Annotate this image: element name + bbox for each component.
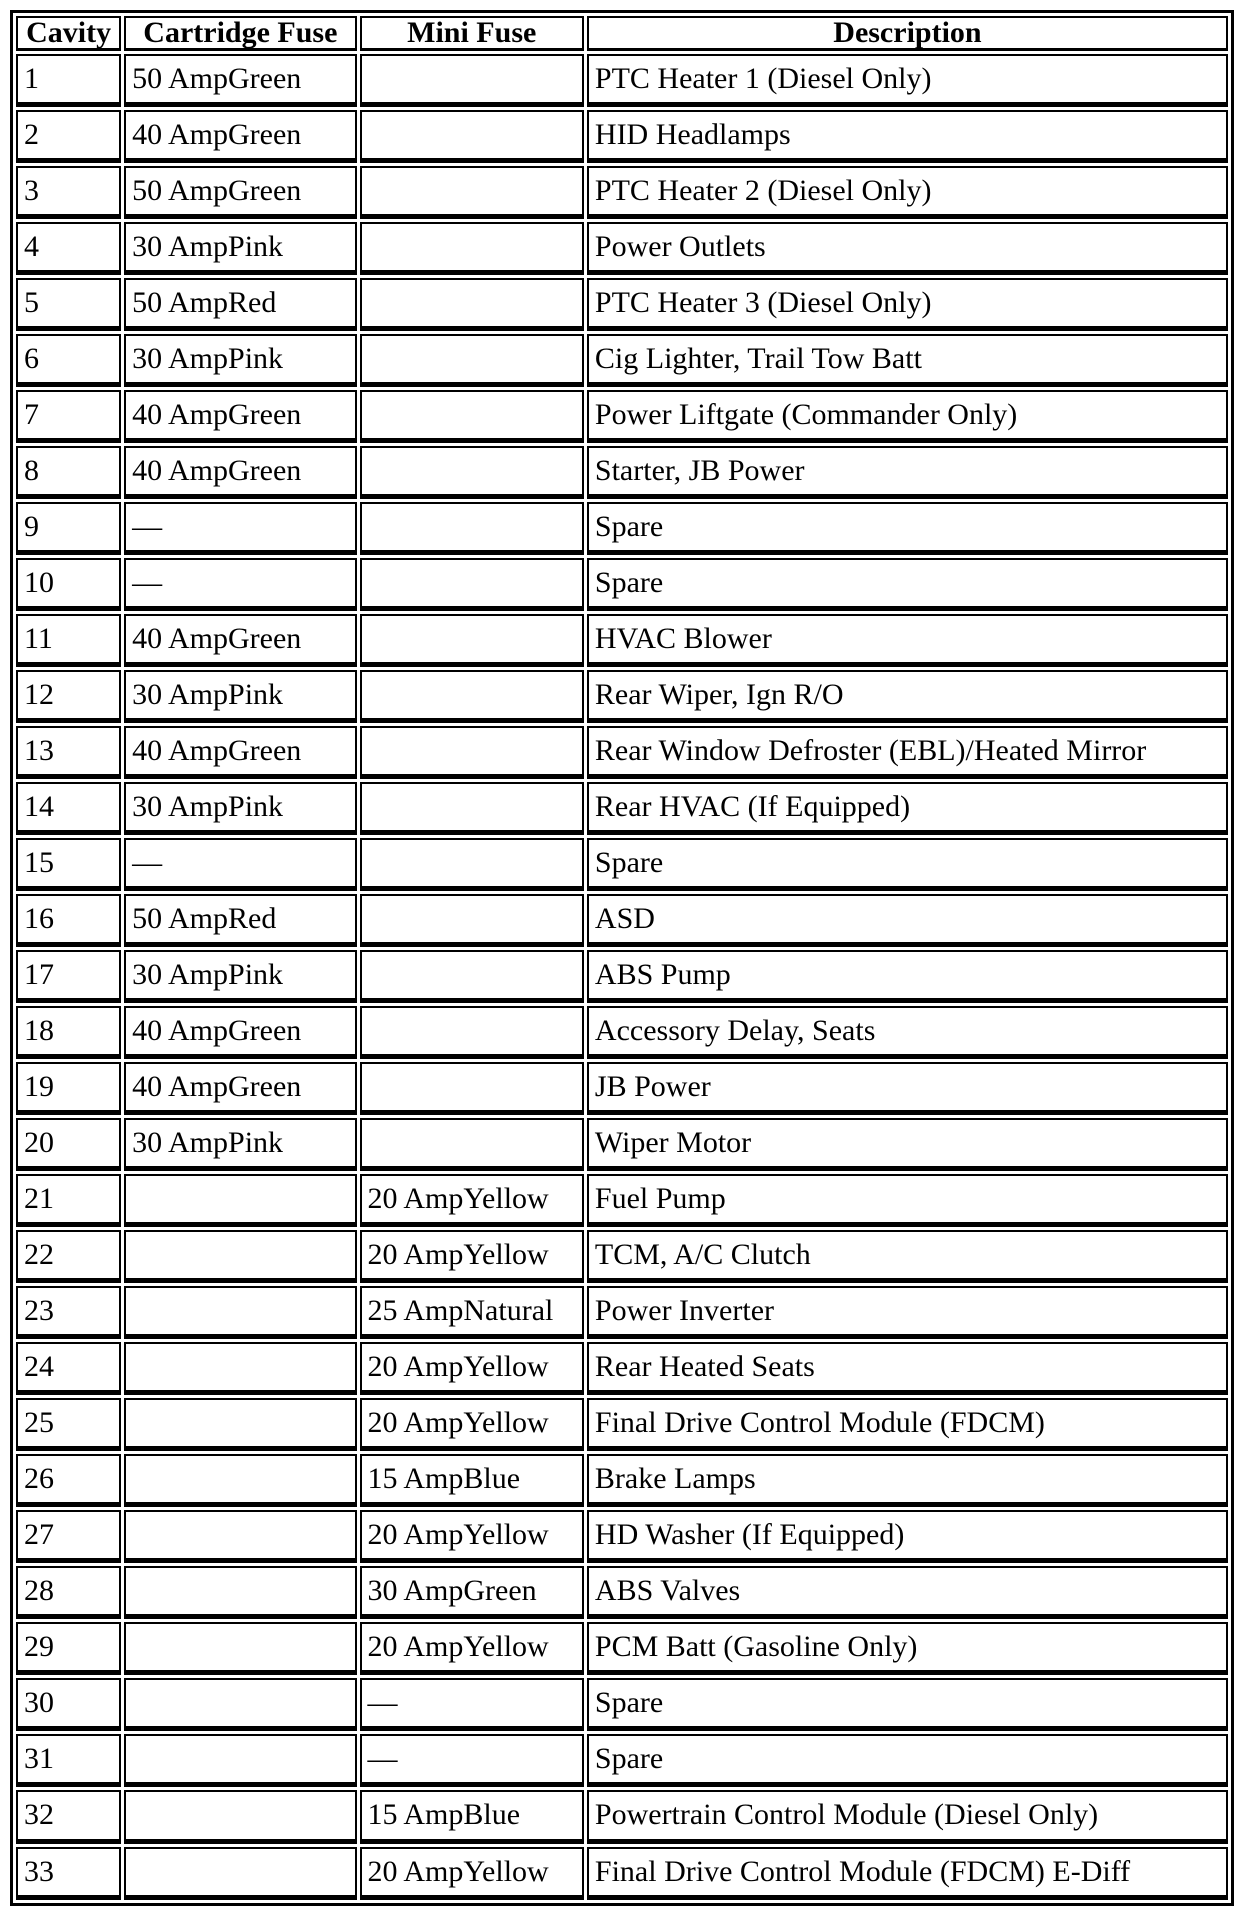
cavity-cell: 29	[16, 1622, 121, 1675]
cartridge-fuse-cell: 50 AmpGreen	[124, 166, 356, 219]
description-cell: HD Washer (If Equipped)	[587, 1510, 1228, 1563]
mini-fuse-cell: 20 AmpYellow	[360, 1847, 584, 1901]
cartridge-fuse-cell	[124, 1454, 356, 1507]
mini-fuse-cell	[360, 950, 584, 1003]
table-row	[16, 950, 1228, 1003]
mini-fuse-cell	[360, 54, 584, 107]
header-cavity: Cavity	[16, 16, 121, 51]
cavity-cell: 22	[16, 1230, 121, 1283]
mini-fuse-cell: 15 AmpBlue	[360, 1790, 584, 1843]
table-row	[16, 1622, 1228, 1675]
table-row	[16, 894, 1228, 947]
cavity-cell: 18	[16, 1006, 121, 1059]
mini-fuse-cell	[360, 1118, 584, 1171]
cartridge-fuse-cell: 30 AmpPink	[124, 782, 356, 835]
mini-fuse-cell: 25 AmpNatural	[360, 1286, 584, 1339]
cartridge-fuse-cell: 40 AmpGreen	[124, 110, 356, 163]
cavity-cell: 9	[16, 502, 121, 555]
mini-fuse-cell: 20 AmpYellow	[360, 1174, 584, 1227]
cartridge-fuse-cell	[124, 1286, 356, 1339]
mini-fuse-cell: 20 AmpYellow	[360, 1230, 584, 1283]
cavity-cell: 30	[16, 1678, 121, 1731]
table-row	[16, 390, 1228, 443]
description-cell: Final Drive Control Module (FDCM) E-Diff	[587, 1847, 1228, 1901]
mini-fuse-cell	[360, 558, 584, 611]
mini-fuse-cell	[360, 166, 584, 219]
mini-fuse-cell	[360, 278, 584, 331]
mini-fuse-cell: 20 AmpYellow	[360, 1510, 584, 1563]
cavity-cell: 17	[16, 950, 121, 1003]
mini-fuse-cell	[360, 502, 584, 555]
cartridge-fuse-cell	[124, 1734, 356, 1787]
description-cell: Accessory Delay, Seats	[587, 1006, 1228, 1059]
mini-fuse-cell	[360, 614, 584, 667]
mini-fuse-cell	[360, 894, 584, 947]
table-row	[16, 782, 1228, 835]
description-cell: HVAC Blower	[587, 614, 1228, 667]
cartridge-fuse-cell: 40 AmpGreen	[124, 614, 356, 667]
table-row	[16, 1398, 1228, 1451]
cartridge-fuse-cell	[124, 1398, 356, 1451]
header-row	[16, 16, 1228, 51]
cavity-cell: 4	[16, 222, 121, 275]
table-row	[16, 1230, 1228, 1283]
cartridge-fuse-cell: 40 AmpGreen	[124, 390, 356, 443]
cartridge-fuse-cell: 30 AmpPink	[124, 222, 356, 275]
cavity-cell: 31	[16, 1734, 121, 1787]
mini-fuse-cell	[360, 782, 584, 835]
description-cell: ABS Valves	[587, 1566, 1228, 1619]
description-cell: PCM Batt (Gasoline Only)	[587, 1622, 1228, 1675]
description-cell: Powertrain Control Module (Diesel Only)	[587, 1790, 1228, 1843]
description-cell: ASD	[587, 894, 1228, 947]
cartridge-fuse-cell: —	[124, 558, 356, 611]
cavity-cell: 1	[16, 54, 121, 107]
description-cell: Rear Heated Seats	[587, 1342, 1228, 1395]
cavity-cell: 10	[16, 558, 121, 611]
cavity-cell: 20	[16, 1118, 121, 1171]
description-cell: Rear Window Defroster (EBL)/Heated Mirror	[587, 726, 1228, 779]
mini-fuse-cell	[360, 670, 584, 723]
table-row	[16, 614, 1228, 667]
mini-fuse-cell	[360, 446, 584, 499]
cartridge-fuse-cell: 40 AmpGreen	[124, 446, 356, 499]
cavity-cell: 6	[16, 334, 121, 387]
mini-fuse-cell	[360, 222, 584, 275]
cartridge-fuse-cell: 40 AmpGreen	[124, 726, 356, 779]
description-cell: Fuel Pump	[587, 1174, 1228, 1227]
table-row	[16, 278, 1228, 331]
cartridge-fuse-cell: 50 AmpRed	[124, 278, 356, 331]
description-cell: Rear Wiper, Ign R/O	[587, 670, 1228, 723]
description-cell: Rear HVAC (If Equipped)	[587, 782, 1228, 835]
cavity-cell: 19	[16, 1062, 121, 1115]
cartridge-fuse-cell: 40 AmpGreen	[124, 1062, 356, 1115]
description-cell: Cig Lighter, Trail Tow Batt	[587, 334, 1228, 387]
table-row	[16, 1174, 1228, 1227]
description-cell: Starter, JB Power	[587, 446, 1228, 499]
cavity-cell: 25	[16, 1398, 121, 1451]
mini-fuse-cell	[360, 1006, 584, 1059]
cavity-cell: 24	[16, 1342, 121, 1395]
mini-fuse-cell: 20 AmpYellow	[360, 1398, 584, 1451]
table-row	[16, 1734, 1228, 1787]
description-cell: Power Outlets	[587, 222, 1228, 275]
cavity-cell: 33	[16, 1847, 121, 1901]
header-cartridge-fuse: Cartridge Fuse	[124, 16, 356, 51]
description-cell: Power Inverter	[587, 1286, 1228, 1339]
cartridge-fuse-cell: 50 AmpGreen	[124, 54, 356, 107]
cartridge-fuse-cell: 30 AmpPink	[124, 670, 356, 723]
table-row	[16, 1062, 1228, 1115]
table-row	[16, 1286, 1228, 1339]
mini-fuse-cell	[360, 1062, 584, 1115]
description-cell: ABS Pump	[587, 950, 1228, 1003]
table-row	[16, 1006, 1228, 1059]
cavity-cell: 11	[16, 614, 121, 667]
table-row	[16, 1118, 1228, 1171]
table-row	[16, 1790, 1228, 1843]
cartridge-fuse-cell: —	[124, 502, 356, 555]
description-cell: Spare	[587, 1678, 1228, 1731]
table-row	[16, 838, 1228, 891]
table-row	[16, 446, 1228, 499]
cavity-cell: 16	[16, 894, 121, 947]
table-row	[16, 1847, 1228, 1901]
cavity-cell: 2	[16, 110, 121, 163]
description-cell: Wiper Motor	[587, 1118, 1228, 1171]
header-mini-fuse: Mini Fuse	[360, 16, 584, 51]
cartridge-fuse-cell	[124, 1230, 356, 1283]
header-description: Description	[587, 16, 1228, 51]
cartridge-fuse-cell: 30 AmpPink	[124, 1118, 356, 1171]
table-row	[16, 502, 1228, 555]
description-cell: HID Headlamps	[587, 110, 1228, 163]
cartridge-fuse-cell	[124, 1790, 356, 1843]
table-row	[16, 166, 1228, 219]
description-cell: Spare	[587, 838, 1228, 891]
cartridge-fuse-cell: 30 AmpPink	[124, 950, 356, 1003]
cavity-cell: 15	[16, 838, 121, 891]
description-cell: Spare	[587, 1734, 1228, 1787]
table-row	[16, 1454, 1228, 1507]
cavity-cell: 23	[16, 1286, 121, 1339]
cavity-cell: 13	[16, 726, 121, 779]
table-row	[16, 1342, 1228, 1395]
mini-fuse-cell: —	[360, 1678, 584, 1731]
description-cell: TCM, A/C Clutch	[587, 1230, 1228, 1283]
table-row	[16, 334, 1228, 387]
cavity-cell: 27	[16, 1510, 121, 1563]
mini-fuse-cell: —	[360, 1734, 584, 1787]
cartridge-fuse-cell: 50 AmpRed	[124, 894, 356, 947]
cavity-cell: 32	[16, 1790, 121, 1843]
fuse-table	[10, 10, 1234, 1906]
cavity-cell: 5	[16, 278, 121, 331]
cartridge-fuse-cell	[124, 1510, 356, 1563]
mini-fuse-cell: 30 AmpGreen	[360, 1566, 584, 1619]
cavity-cell: 26	[16, 1454, 121, 1507]
description-cell: JB Power	[587, 1062, 1228, 1115]
cartridge-fuse-cell	[124, 1678, 356, 1731]
table-row	[16, 558, 1228, 611]
cartridge-fuse-cell	[124, 1847, 356, 1901]
mini-fuse-cell	[360, 838, 584, 891]
description-cell: Brake Lamps	[587, 1454, 1228, 1507]
cavity-cell: 8	[16, 446, 121, 499]
description-cell: Spare	[587, 558, 1228, 611]
mini-fuse-cell	[360, 726, 584, 779]
table-row	[16, 670, 1228, 723]
table-row	[16, 54, 1228, 107]
cavity-cell: 28	[16, 1566, 121, 1619]
cartridge-fuse-cell	[124, 1622, 356, 1675]
cavity-cell: 14	[16, 782, 121, 835]
cartridge-fuse-cell	[124, 1342, 356, 1395]
description-cell: Spare	[587, 502, 1228, 555]
mini-fuse-cell: 20 AmpYellow	[360, 1622, 584, 1675]
description-cell: PTC Heater 2 (Diesel Only)	[587, 166, 1228, 219]
description-cell: Final Drive Control Module (FDCM)	[587, 1398, 1228, 1451]
description-cell: Power Liftgate (Commander Only)	[587, 390, 1228, 443]
cavity-cell: 7	[16, 390, 121, 443]
cartridge-fuse-cell	[124, 1566, 356, 1619]
cavity-cell: 12	[16, 670, 121, 723]
mini-fuse-cell	[360, 110, 584, 163]
cartridge-fuse-cell: 30 AmpPink	[124, 334, 356, 387]
mini-fuse-cell	[360, 390, 584, 443]
mini-fuse-cell: 15 AmpBlue	[360, 1454, 584, 1507]
table-row	[16, 1678, 1228, 1731]
description-cell: PTC Heater 3 (Diesel Only)	[587, 278, 1228, 331]
mini-fuse-cell: 20 AmpYellow	[360, 1342, 584, 1395]
cartridge-fuse-cell: 40 AmpGreen	[124, 1006, 356, 1059]
table-row	[16, 110, 1228, 163]
mini-fuse-cell	[360, 334, 584, 387]
cavity-cell: 21	[16, 1174, 121, 1227]
table-row	[16, 1566, 1228, 1619]
cartridge-fuse-cell: —	[124, 838, 356, 891]
table-row	[16, 1510, 1228, 1563]
cartridge-fuse-cell	[124, 1174, 356, 1227]
cavity-cell: 3	[16, 166, 121, 219]
description-cell: PTC Heater 1 (Diesel Only)	[587, 54, 1228, 107]
table-row	[16, 222, 1228, 275]
table-row	[16, 726, 1228, 779]
